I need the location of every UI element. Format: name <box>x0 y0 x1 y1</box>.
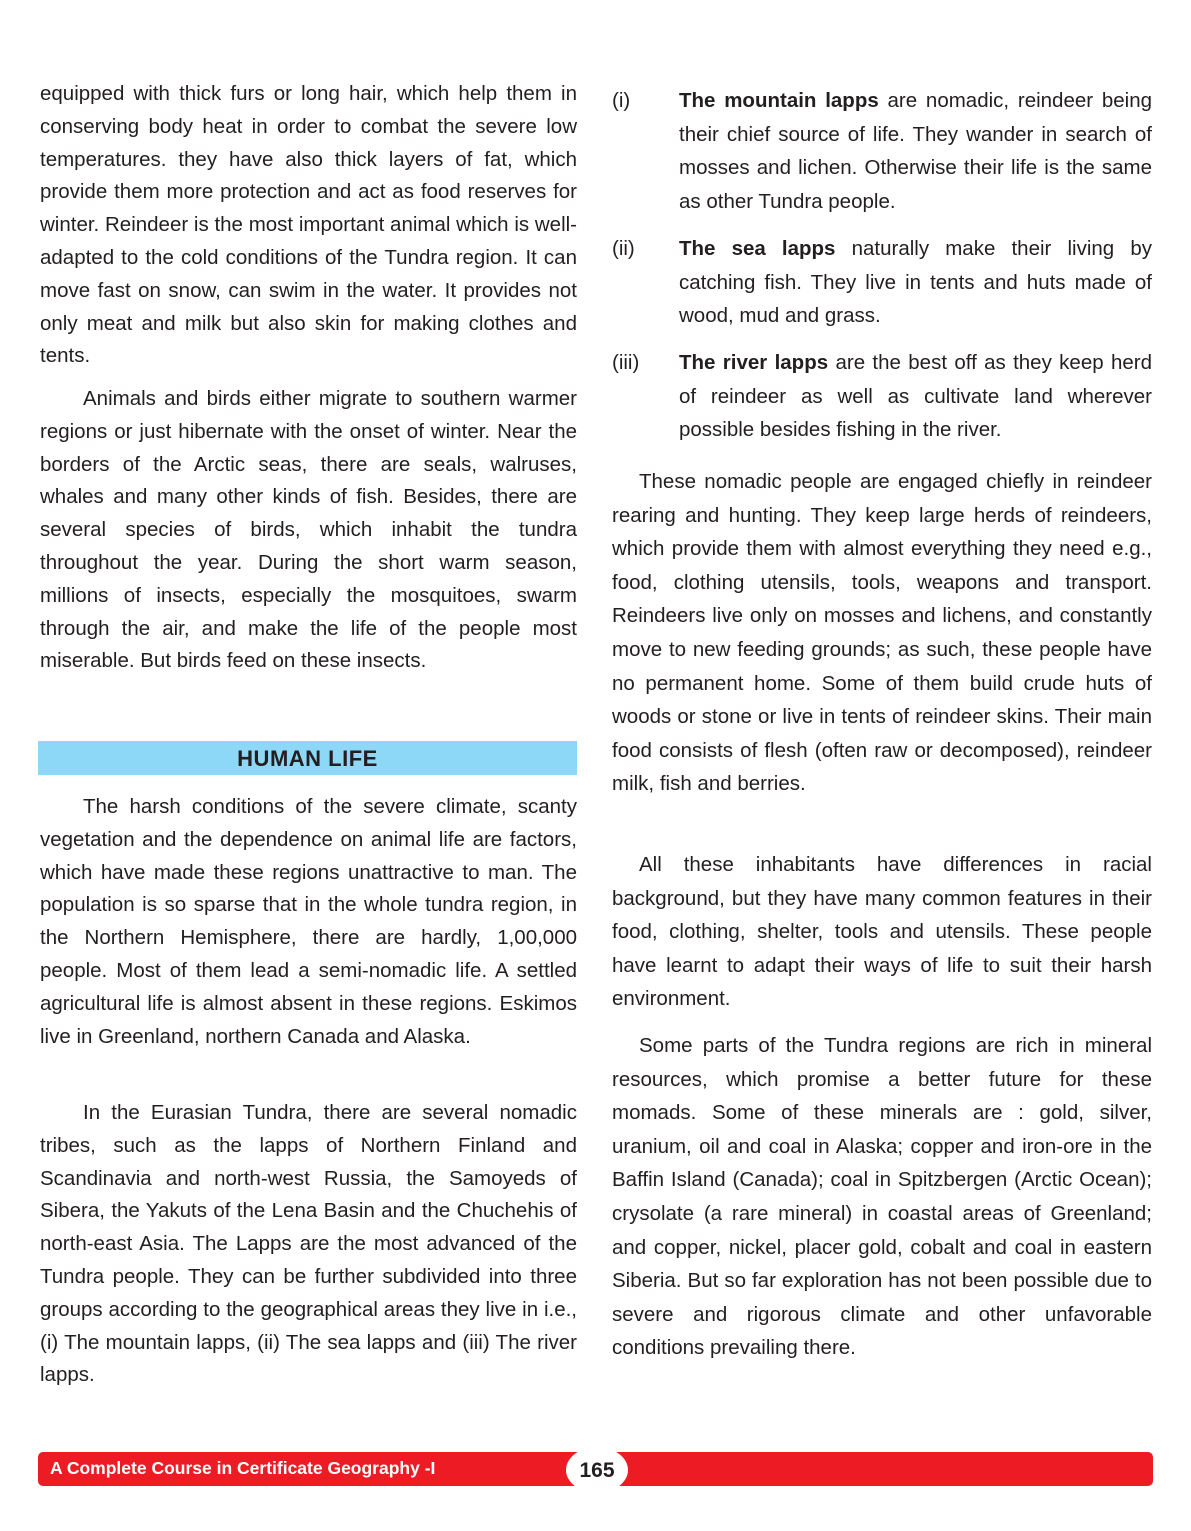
list-text: naturally make their living by catching fish. They live in tents and huts made of wood, mud and grass. <box>679 237 1152 328</box>
section-heading-human-life: HUMAN LIFE <box>38 741 577 775</box>
list-text: are nomadic, reindeer being their chief source of life. They wander in search of mosses and lichen. Otherwise their life is the same as other Tundra people. <box>679 89 1153 213</box>
paragraph-eurasian-tundra: In the Eurasian Tundra, there are several nomadic tribes, such as the lapps of Northern Finland and Scandinavia and north-west Russia, the Samoyeds of Sibera, the Yakuts of the Lena Basin and the Chuchehis of north-east Asia. The Lapps are the most advanced of the Tundra people. They can be further subdivided into three groups according to the geographical areas they live in i.e., (i) The mountain lapps, (ii) The sea lapps and (iii) The river lapps. <box>40 1101 577 1387</box>
page-number: 165 <box>566 1447 628 1493</box>
list-item-river-lapps <box>612 346 1152 447</box>
list-number: (ii) <box>612 237 635 260</box>
list-term: The mountain lapps <box>679 89 879 112</box>
paragraph-mineral-resources: Some parts of the Tundra regions are rich in mineral resources, which promise a better future for these momads. Some of these minerals are : gold, silver, uranium, oil and coal in Alaska; copper and iron-ore in the Baffin Island (Canada); coal in Spitzbergen (Arctic Ocean); crysolate (a rare mineral) in coastal areas of Greenland; and copper, nickel, placer gold, cobalt and coal in eastern Siberia. But so far exploration has not been possible due to severe and rigorous climate and other unfavorable conditions prevailing there. <box>612 1034 1152 1360</box>
list-text: are the best off as they keep herd of reindeer as well as cultivate land wherever possible besides fishing in the river. <box>679 351 1152 442</box>
list-number: (iii) <box>612 351 640 374</box>
paragraph-animal-adaptation: equipped with thick furs or long hair, which help them in conserving body heat in order to combat the severe low temperatures. they have also thick layers of fat, which provide them more protection and act as food reserves for winter. Reindeer is the most important animal which is well-adapted to the cold conditions of the Tundra region. It can move fast on snow, can swim in the water. It provides not only meat and milk but also skin for making clothes and tents. <box>40 82 577 368</box>
list-item-mountain-lapps <box>612 84 1152 218</box>
list-number: (i) <box>612 89 631 112</box>
paragraph-inhabitants: All these inhabitants have differences in racial background, but they have many common features in their food, clothing, shelter, tools and utensils. These people have learnt to adapt their ways of life to suit their harsh environment. <box>612 853 1152 1011</box>
book-title: A Complete Course in Certificate Geography -I <box>50 1458 436 1478</box>
paragraph-nomadic-people: These nomadic people are engaged chiefly in reindeer rearing and hunting. They keep large herds of reindeers, which provide them with almost everything they need e.g., food, clothing utensils, tools, weapons and transport. Reindeers live only on mosses and lichens, and constantly move to new feeding grounds; as such, these people have no permanent home. Some of them build crude huts of woods or stone or live in tents of reindeer skins. Their main food consists of flesh (often raw or decomposed), reindeer milk, fish and berries. <box>612 470 1152 796</box>
list-item-sea-lapps <box>612 232 1152 333</box>
paragraph-animals-birds: Animals and birds either migrate to southern warmer regions or just hibernate with the onset of winter. Near the borders of the Arctic seas, there are seals, walruses, whales and many other kinds of fish. Besides, there are several species of birds, which inhabit the tundra throughout the year. During the short warm season, millions of insects, especially the mosquitoes, swarm through the air, and make the life of the people most miserable. But birds feed on these insects. <box>40 387 577 673</box>
paragraph-human-conditions: The harsh conditions of the severe climate, scanty vegetation and the dependence on animal life are factors, which have made these regions unattractive to man. The population is so sparse that in the whole tundra region, in the Northern Hemisphere, there are hardly, 1,00,000 people. Most of them lead a semi-nomadic life. A settled agricultural life is almost absent in these regions. Eskimos live in Greenland, northern Canada and Alaska. <box>40 795 577 1048</box>
list-term: The river lapps <box>679 351 829 374</box>
list-term: The sea lapps <box>679 237 836 260</box>
